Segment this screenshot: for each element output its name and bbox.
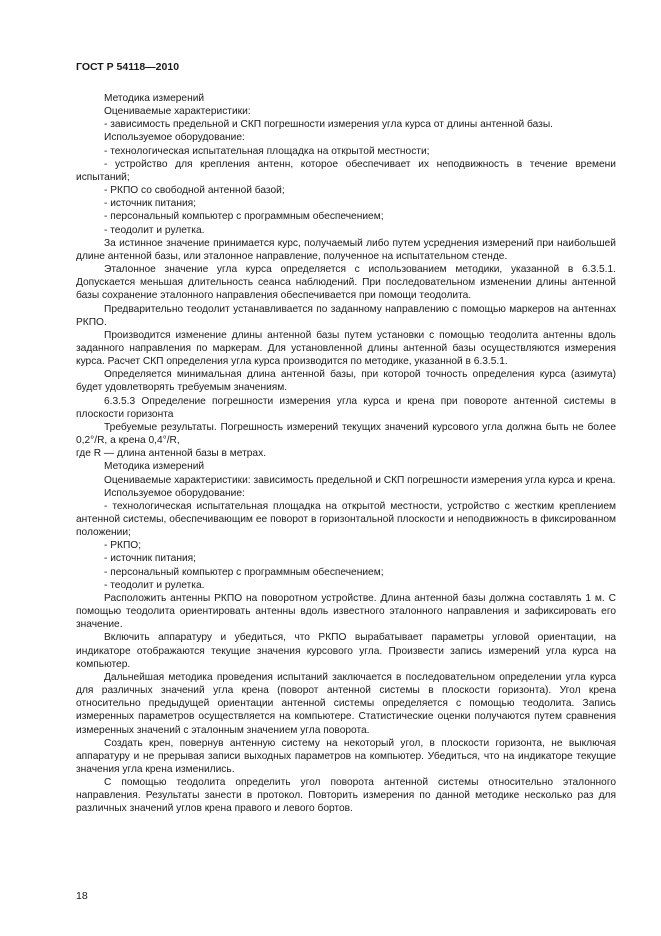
paragraph: За истинное значение принимается курс, получаемый либо путем усреднения измерений при наибольшей длине антенной базы, или эталонное направление, полученное на испытательном стенде.: [76, 237, 616, 262]
page-number: 18: [76, 890, 88, 902]
paragraph: С помощью теодолита определить угол поворота антенной системы относительно эталонного направления. Результаты занести в протокол. Повторить измерения по данной методике несколько раз для различных значений углов крена правого и левого бортов.: [76, 777, 616, 815]
list-item: - РКПО со свободной антенной базой;: [104, 185, 285, 197]
list-item: - источник питания;: [104, 553, 197, 565]
paragraph: Используемое оборудование:: [104, 487, 245, 499]
list-item: - технологическая испытательная площадка на открытой местности;: [104, 145, 430, 157]
paragraph: Предварительно теодолит устанавливается по заданному направлению с помощью маркеров на антеннах РКПО.: [76, 303, 616, 328]
list-item: - устройство для крепления антенн, которое обеспечивает их неподвижность в течение времени испытаний;: [76, 158, 616, 183]
paragraph: Создать крен, повернув антенную систему на некоторый угол, в плоскости горизонта, не выключая аппаратуру и не прерывая записи выходных параметров на компьютер. Убедиться, что на индикаторе текущие значения угла крена изменились.: [76, 737, 616, 775]
section-heading: 6.3.5.3 Определение погрешности измерения угла курса и крена при повороте антенной системы в плоскости горизонта: [76, 395, 616, 420]
paragraph: Оцениваемые характеристики: зависимость предельной и СКП погрешности измерения угла курса и крена.: [104, 474, 616, 486]
paragraph: Дальнейшая методика проведения испытаний заключается в последовательном определении угла курса для различных значений угла крена (поворот антенной системы в плоскости горизонта). Угол крена относительно предыдущей ориентации антенной системы определяется с помощью теодолита. Запись измеренных параметров осуществляется на компьютере. Статистические оценки получаются путем сравнения измеренных значений с эталонным значением угла поворота.: [76, 671, 616, 736]
list-item: - источник питания;: [104, 198, 197, 210]
paragraph: Расположить антенны РКПО на поворотном устройстве. Длина антенной базы должна составлять 1 м. С помощью теодолита ориентировать антенны вдоль известного эталонного направления и зафиксировать его значение.: [76, 592, 616, 631]
paragraph: где R — длина антенной базы в метрах.: [76, 448, 267, 460]
list-item: - теодолит и рулетка.: [104, 224, 205, 236]
list-item: - зависимость предельной и СКП погрешности измерения угла курса от длины антенной базы.: [104, 119, 553, 131]
paragraph: Методика измерений: [104, 461, 205, 473]
paragraph: Методика измерений: [104, 93, 205, 104]
standard-header: ГОСТ Р 54118—2010: [76, 61, 180, 73]
paragraph: Определяется минимальная длина антенной базы, при которой точность определения курса (азимута) будет удовлетворять требуемым значениям.: [76, 369, 616, 394]
paragraph: Используемое оборудование:: [104, 132, 245, 144]
list-item: - теодолит и рулетка.: [104, 579, 205, 591]
list-item: - персональный компьютер с программным обеспечением;: [104, 566, 384, 578]
list-item: - технологическая испытательная площадка на открытой местности, устройство с жестким креплением антенной системы, обеспечивающим ее поворот в горизонтальной плоскости и неподвижность в фиксированном положении;: [76, 500, 616, 539]
paragraph: Включить аппаратуру и убедиться, что РКПО вырабатывает параметры угловой ориентации, на индикаторе отображаются текущие значения курсового угла. Произвести запись измерений угла курса на компьютер.: [76, 632, 616, 670]
paragraph: Оцениваемые характеристики:: [104, 106, 251, 118]
list-item: - персональный компьютер с программным обеспечением;: [104, 211, 384, 223]
paragraph: Требуемые результаты. Погрешность измерений текущих значений курсового угла должна быть не более 0,2°/R, а крена 0,4°/R,: [76, 421, 616, 447]
list-item: - РКПО;: [104, 540, 142, 552]
body-text: [76, 92, 616, 816]
paragraph: Производится изменение длины антенной базы путем установки с помощью теодолита антенны вдоль заданного направления по маркерам. Для установленной длины антенной базы осуществляются измерения курса. Расчет СКП определения угла курса производится по методике, указанной в 6.3.5.1.: [76, 329, 616, 368]
paragraph: Эталонное значение угла курса определяется с использованием методики, указанной в 6.3.5.1. Допускается меньшая длительность сеанса наблюдений. При последовательном изменении длины антенной базы сохранение эталонного направления обеспечивается при помощи теодолита.: [76, 264, 616, 302]
